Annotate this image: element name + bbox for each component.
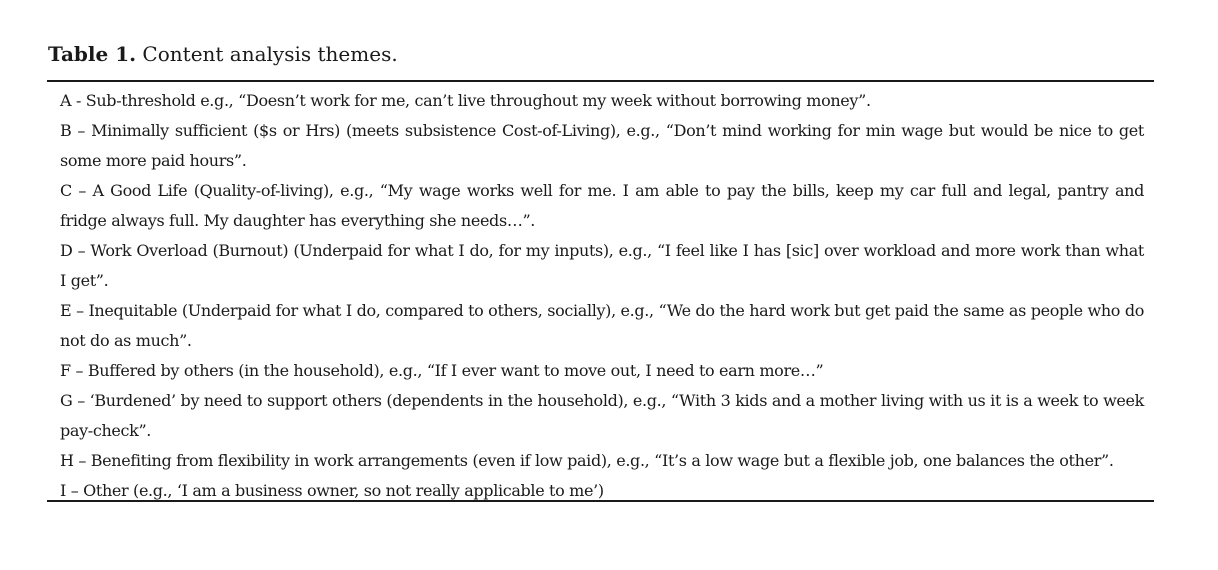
table-bottom-rule <box>47 500 1154 502</box>
theme-row-e: E – Inequitable (Underpaid for what I do, compared to others, socially), e.g., “We do the hard work but get paid the same as people who do not do as much”. <box>60 301 1144 350</box>
theme-row-a: A - Sub-threshold e.g., “Doesn’t work for me, can’t live throughout my week without borrowing money”. <box>60 91 871 110</box>
table-caption <box>48 40 398 68</box>
theme-row-c: C – A Good Life (Quality-of-living), e.g., “My wage works well for me. I am able to pay the bills, keep my car full and legal, pantry and fridge always full. My daughter has everything she needs…”. <box>60 181 1144 230</box>
theme-row-b: B – Minimally sufficient ($s or Hrs) (meets subsistence Cost-of-Living), e.g., “Don’t mind working for min wage but would be nice to get some more paid hours”. <box>60 121 1144 170</box>
theme-row-i: I – Other (e.g., ‘I am a business owner, so not really applicable to me’) <box>60 481 604 500</box>
theme-row-h: H – Benefiting from flexibility in work arrangements (even if low paid), e.g., “It’s a low wage but a flexible job, one balances the other”. <box>60 451 1114 470</box>
themes-table <box>60 86 1144 506</box>
theme-row-g: G – ‘Burdened’ by need to support others (dependents in the household), e.g., “With 3 kids and a mother living with us it is a week to week pay-check”. <box>60 391 1144 440</box>
table-caption-label: Table 1. <box>48 42 137 66</box>
theme-row-f: F – Buffered by others (in the household), e.g., “If I ever want to move out, I need to earn more…” <box>60 361 824 380</box>
theme-row-d: D – Work Overload (Burnout) (Underpaid for what I do, for my inputs), e.g., “I feel like I has [sic] over workload and more work than what I get”. <box>60 241 1144 290</box>
table-top-rule <box>47 80 1154 82</box>
table-caption-text: Content analysis themes. <box>136 42 398 66</box>
